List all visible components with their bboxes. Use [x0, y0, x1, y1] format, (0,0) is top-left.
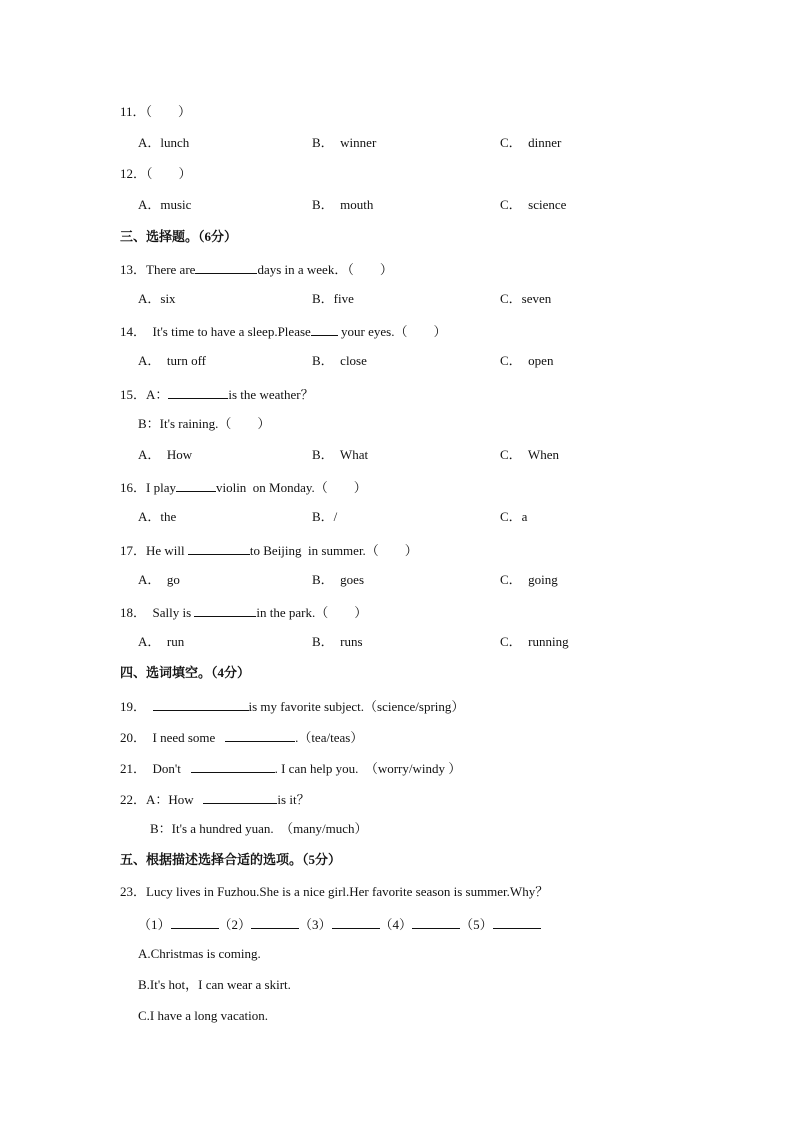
question-13-options	[138, 291, 698, 307]
question-23-blanks	[138, 915, 541, 933]
stem-text: 20． I need some	[120, 730, 226, 745]
question-15-stem	[120, 385, 314, 403]
question-17-options	[138, 572, 698, 588]
blank-number: （3）	[299, 917, 332, 932]
option-b: B．five	[312, 291, 354, 306]
stem-text: to Beijing in summer.（ ）	[249, 543, 418, 558]
stem-text: 18． Sally is	[120, 605, 195, 620]
stem-text: 13．There are	[120, 262, 196, 277]
answer-blank	[188, 541, 250, 555]
question-11-stem: 11．（ ）	[120, 104, 192, 119]
option-a: A． How	[138, 447, 193, 462]
answer-blank	[225, 728, 295, 742]
option-c: C． When	[500, 447, 559, 462]
question-23-option-c: C.I have a long vacation.	[138, 1008, 268, 1023]
stem-text: 16．I play	[120, 480, 176, 495]
question-12-options	[138, 197, 698, 213]
option-c: C． dinner	[500, 135, 562, 150]
blank-number: （5）	[460, 917, 493, 932]
option-b: B． winner	[312, 135, 377, 150]
option-a: A． go	[138, 572, 180, 587]
stem-text: your eyes.（ ）	[337, 324, 447, 339]
question-17-stem	[120, 541, 418, 559]
answer-blank	[203, 790, 277, 804]
answer-blank	[251, 915, 299, 929]
answer-blank	[311, 322, 338, 336]
answer-blank	[332, 915, 380, 929]
option-a: A．the	[138, 509, 177, 524]
section-4-heading: 四、选词填空。（4分）	[120, 665, 251, 680]
question-23-option-b: B.It's hot，I can wear a skirt.	[138, 977, 291, 992]
stem-text: 15．A：	[120, 387, 169, 402]
question-20-stem	[120, 728, 363, 746]
option-a: A．music	[138, 197, 192, 212]
option-c: C．a	[500, 509, 528, 524]
stem-text: . I can help you. （worry/windy ）	[274, 761, 462, 776]
question-23-option-a: A.Christmas is coming.	[138, 946, 261, 961]
question-16-options	[138, 509, 698, 525]
stem-text: .（tea/teas）	[295, 730, 364, 745]
stem-text: is my favorite subject.（science/spring）	[248, 699, 465, 714]
option-b: B． mouth	[312, 197, 374, 212]
answer-blank	[153, 697, 249, 711]
question-11-options	[138, 135, 698, 151]
answer-blank	[194, 603, 256, 617]
stem-text: 14． It's time to have a sleep.Please	[120, 324, 311, 339]
option-c: C．seven	[500, 291, 552, 306]
option-a: A．lunch	[138, 135, 190, 150]
question-12-stem: 12．（ ）	[120, 166, 192, 181]
stem-text: 19．	[120, 699, 153, 714]
option-c: C． going	[500, 572, 558, 587]
question-15-b-line: B：It's raining.（ ）	[138, 416, 271, 431]
blank-number: （1）	[138, 917, 171, 932]
answer-blank	[195, 260, 257, 274]
option-a: A． turn off	[138, 353, 207, 368]
answer-blank	[171, 915, 219, 929]
section-3-heading: 三、选择题。（6分）	[120, 229, 238, 244]
blank-number: （4）	[379, 917, 413, 932]
question-18-stem	[120, 603, 367, 621]
blank-number: （2）	[218, 917, 252, 932]
section-5-heading: 五、根据描述选择合适的选项。（5分）	[120, 852, 342, 867]
stem-text: 21． Don't	[120, 761, 191, 776]
stem-text: violin on Monday.（ ）	[215, 480, 367, 495]
option-b: B． runs	[312, 634, 363, 649]
option-b: B．/	[312, 509, 338, 524]
question-13-stem	[120, 260, 393, 278]
answer-blank	[191, 759, 275, 773]
option-c: C． science	[500, 197, 567, 212]
question-14-stem	[120, 322, 446, 340]
option-c: C． open	[500, 353, 554, 368]
question-18-options	[138, 634, 698, 650]
option-a: A． run	[138, 634, 185, 649]
stem-text: in the park.（ ）	[256, 605, 368, 620]
stem-text: 17．He will	[120, 543, 188, 558]
answer-blank	[412, 915, 460, 929]
answer-blank	[176, 478, 216, 492]
option-b: B． goes	[312, 572, 365, 587]
option-c: C． running	[500, 634, 569, 649]
stem-text: is the weather？	[228, 387, 314, 402]
question-14-options	[138, 353, 698, 369]
question-22-stem	[120, 790, 310, 808]
option-a: A．six	[138, 291, 176, 306]
answer-blank	[493, 915, 541, 929]
question-15-options	[138, 447, 698, 463]
question-21-stem	[120, 759, 461, 777]
question-22-b-line: B：It's a hundred yuan. （many/much）	[150, 821, 368, 836]
stem-text: 22．A：How	[120, 792, 204, 807]
stem-text: is it？	[277, 792, 310, 807]
option-b: B． What	[312, 447, 369, 462]
question-23-stem: 23．Lucy lives in Fuzhou.She is a nice girl.Her favorite season is summer.Why？	[120, 884, 549, 899]
question-16-stem	[120, 478, 367, 496]
stem-text: days in a week．（ ）	[257, 262, 393, 277]
answer-blank	[168, 385, 228, 399]
question-19-stem	[120, 697, 464, 715]
option-b: B． close	[312, 353, 367, 368]
